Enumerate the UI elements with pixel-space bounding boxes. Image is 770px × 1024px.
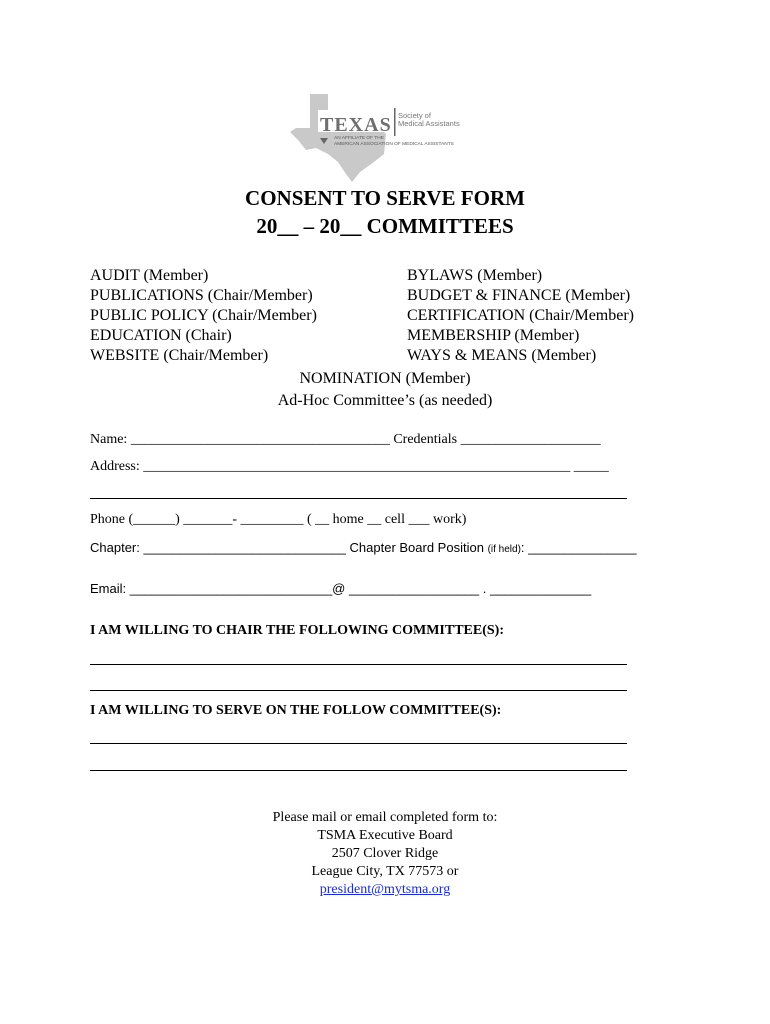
- address-field[interactable]: Address: _____________________________________________________________ _____: [90, 459, 609, 474]
- contact-email-link[interactable]: president@mytsma.org: [319, 882, 451, 897]
- committee-item: PUBLICATIONS (Chair/Member): [90, 287, 313, 304]
- name-credentials-field[interactable]: Name: _____________________________________ Credentials ____________________: [90, 432, 601, 447]
- committee-item: BUDGET & FINANCE (Member): [407, 287, 631, 304]
- chair-heading: I AM WILLING TO CHAIR THE FOLLOWING COMMITTEE(S):: [90, 623, 504, 638]
- committee-item: AUDIT (Member): [90, 267, 209, 284]
- chapter-tail: : _______________: [520, 540, 637, 555]
- form-title: CONSENT TO SERVE FORM: [245, 186, 525, 210]
- mailing-instructions: [0, 809, 770, 899]
- committee-item: CERTIFICATION (Chair/Member): [407, 307, 634, 324]
- tsma-logo: [288, 92, 478, 182]
- logo-wordmark: TEXAS: [320, 114, 392, 136]
- committee-item: WAYS & MEANS (Member): [407, 347, 597, 364]
- serve-heading: I AM WILLING TO SERVE ON THE FOLLOW COMMITTEE(S):: [90, 703, 502, 718]
- chapter-label: Chapter: ____________________________ Chapter Board Position: [90, 540, 488, 555]
- committee-item: WEBSITE (Chair/Member): [90, 347, 269, 364]
- form-subtitle: 20__ – 20__ COMMITTEES: [256, 214, 514, 238]
- committee-item: EDUCATION (Chair): [90, 327, 232, 344]
- email-field[interactable]: Email: ____________________________@ __________________ . ______________: [90, 581, 592, 596]
- committee-nomination: NOMINATION (Member): [299, 370, 471, 387]
- chair-line-2[interactable]: [90, 690, 627, 691]
- footer-line: League City, TX 77573 or: [311, 864, 459, 879]
- committees-left: [90, 266, 317, 366]
- serve-line-2[interactable]: [90, 770, 627, 771]
- phone-field[interactable]: Phone (______) _______- _________ ( __ home __ cell ___ work): [90, 512, 467, 527]
- footer-line: Please mail or email completed form to:: [272, 810, 498, 825]
- committee-item: BYLAWS (Member): [407, 267, 543, 284]
- serve-line-1[interactable]: [90, 743, 627, 744]
- logo-affiliate: AN AFFILIATE OF THE AMERICAN ASSOCIATION OF MEDICAL ASSISTANTS: [334, 136, 454, 147]
- committee-item: PUBLIC POLICY (Chair/Member): [90, 307, 317, 324]
- footer-line: 2507 Clover Ridge: [331, 846, 439, 861]
- chapter-if-held: (if held): [487, 544, 521, 555]
- committee-adhoc: Ad-Hoc Committee’s (as needed): [277, 392, 493, 409]
- chair-line-1[interactable]: [90, 664, 627, 665]
- address-line-2[interactable]: [90, 498, 627, 499]
- footer-line: TSMA Executive Board: [317, 828, 453, 843]
- committee-item: MEMBERSHIP (Member): [407, 327, 580, 344]
- committees-right: [407, 266, 634, 366]
- logo-society: Society of Medical Assistants: [398, 111, 460, 128]
- chapter-field[interactable]: [90, 540, 637, 555]
